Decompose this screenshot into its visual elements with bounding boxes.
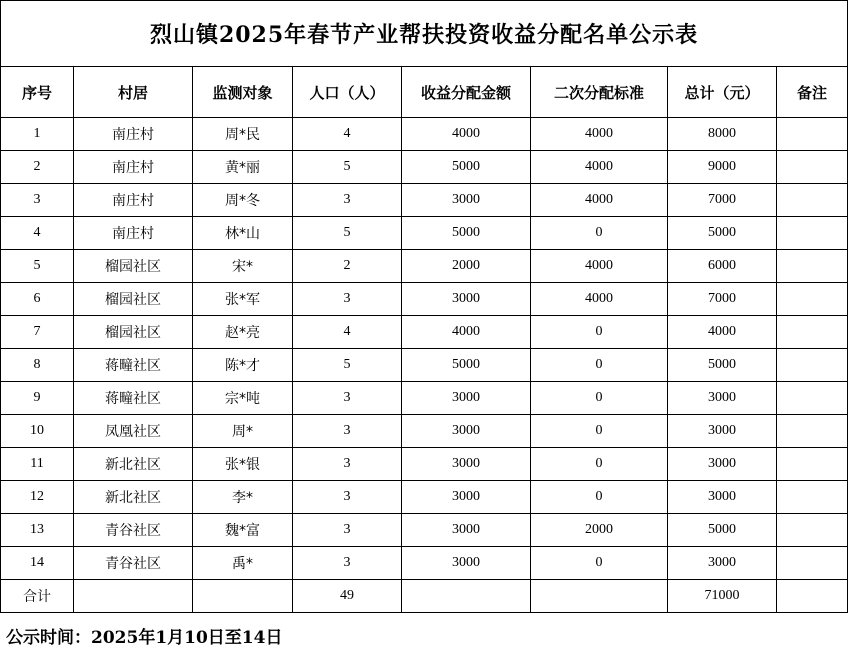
total-village-empty <box>74 580 193 613</box>
cell-second: 2000 <box>531 514 668 547</box>
cell-total: 9000 <box>668 151 777 184</box>
cell-person: 张*银 <box>193 448 293 481</box>
cell-village: 凤凰社区 <box>74 415 193 448</box>
cell-total: 3000 <box>668 481 777 514</box>
cell-population: 4 <box>293 316 402 349</box>
total-population: 49 <box>293 580 402 613</box>
cell-income: 3000 <box>402 283 531 316</box>
cell-person: 陈*才 <box>193 349 293 382</box>
cell-village: 新北社区 <box>74 481 193 514</box>
table-row <box>1 151 848 184</box>
table-row <box>1 481 848 514</box>
table-row <box>1 217 848 250</box>
cell-second: 0 <box>531 448 668 481</box>
cell-village: 新北社区 <box>74 448 193 481</box>
cell-remark <box>777 547 848 580</box>
cell-index: 14 <box>1 547 74 580</box>
cell-person: 赵*亮 <box>193 316 293 349</box>
cell-population: 3 <box>293 547 402 580</box>
cell-person: 宋* <box>193 250 293 283</box>
cell-remark <box>777 283 848 316</box>
cell-remark <box>777 217 848 250</box>
table-row <box>1 250 848 283</box>
table-row <box>1 316 848 349</box>
cell-income: 3000 <box>402 184 531 217</box>
cell-total: 3000 <box>668 448 777 481</box>
cell-income: 3000 <box>402 481 531 514</box>
cell-remark <box>777 250 848 283</box>
cell-second: 4000 <box>531 283 668 316</box>
cell-population: 3 <box>293 283 402 316</box>
cell-population: 3 <box>293 184 402 217</box>
cell-population: 3 <box>293 415 402 448</box>
cell-income: 2000 <box>402 250 531 283</box>
cell-second: 0 <box>531 481 668 514</box>
cell-village: 南庄村 <box>74 184 193 217</box>
table-row <box>1 514 848 547</box>
cell-person: 张*军 <box>193 283 293 316</box>
table-row <box>1 547 848 580</box>
table-row <box>1 415 848 448</box>
cell-total: 3000 <box>668 547 777 580</box>
cell-population: 5 <box>293 349 402 382</box>
cell-second: 0 <box>531 547 668 580</box>
cell-income: 5000 <box>402 217 531 250</box>
cell-income: 3000 <box>402 382 531 415</box>
cell-remark <box>777 151 848 184</box>
cell-population: 3 <box>293 481 402 514</box>
cell-income: 3000 <box>402 415 531 448</box>
cell-village: 蒋疃社区 <box>74 382 193 415</box>
cell-index: 6 <box>1 283 74 316</box>
cell-village: 南庄村 <box>74 151 193 184</box>
cell-total: 5000 <box>668 349 777 382</box>
publication-period: 公示时间：2025年1月10日至14日 <box>6 628 283 648</box>
header-row <box>1 67 848 118</box>
header-second: 二次分配标准 <box>531 67 668 118</box>
total-income-empty <box>402 580 531 613</box>
total-label: 合计 <box>1 580 74 613</box>
cell-income: 3000 <box>402 514 531 547</box>
cell-total: 5000 <box>668 514 777 547</box>
cell-population: 3 <box>293 448 402 481</box>
header-index: 序号 <box>1 67 74 118</box>
cell-second: 0 <box>531 316 668 349</box>
cell-person: 周* <box>193 415 293 448</box>
cell-index: 1 <box>1 118 74 151</box>
cell-remark <box>777 184 848 217</box>
table-row <box>1 382 848 415</box>
cell-second: 4000 <box>531 118 668 151</box>
cell-index: 13 <box>1 514 74 547</box>
cell-index: 9 <box>1 382 74 415</box>
table-title: 烈山镇2025年春节产业帮扶投资收益分配名单公示表 <box>1 1 848 67</box>
cell-total: 3000 <box>668 415 777 448</box>
cell-second: 0 <box>531 217 668 250</box>
cell-village: 南庄村 <box>74 118 193 151</box>
total-second-empty <box>531 580 668 613</box>
cell-person: 禹* <box>193 547 293 580</box>
cell-total: 7000 <box>668 283 777 316</box>
cell-index: 8 <box>1 349 74 382</box>
cell-village: 榴园社区 <box>74 283 193 316</box>
cell-index: 11 <box>1 448 74 481</box>
cell-person: 李* <box>193 481 293 514</box>
cell-second: 0 <box>531 349 668 382</box>
table-row <box>1 448 848 481</box>
cell-remark <box>777 481 848 514</box>
table-row <box>1 184 848 217</box>
cell-village: 青谷社区 <box>74 514 193 547</box>
cell-income: 5000 <box>402 151 531 184</box>
cell-income: 4000 <box>402 118 531 151</box>
cell-village: 青谷社区 <box>74 547 193 580</box>
cell-index: 3 <box>1 184 74 217</box>
cell-person: 周*冬 <box>193 184 293 217</box>
cell-index: 12 <box>1 481 74 514</box>
cell-remark <box>777 382 848 415</box>
total-person-empty <box>193 580 293 613</box>
cell-total: 7000 <box>668 184 777 217</box>
cell-index: 7 <box>1 316 74 349</box>
cell-remark <box>777 316 848 349</box>
cell-person: 宗*吨 <box>193 382 293 415</box>
cell-population: 4 <box>293 118 402 151</box>
table-row <box>1 283 848 316</box>
cell-village: 蒋疃社区 <box>74 349 193 382</box>
cell-person: 魏*富 <box>193 514 293 547</box>
cell-second: 4000 <box>531 250 668 283</box>
cell-person: 林*山 <box>193 217 293 250</box>
cell-remark <box>777 514 848 547</box>
header-person: 监测对象 <box>193 67 293 118</box>
cell-income: 3000 <box>402 448 531 481</box>
table-row <box>1 349 848 382</box>
cell-total: 6000 <box>668 250 777 283</box>
header-income: 收益分配金额 <box>402 67 531 118</box>
cell-index: 2 <box>1 151 74 184</box>
cell-total: 8000 <box>668 118 777 151</box>
cell-village: 南庄村 <box>74 217 193 250</box>
cell-remark <box>777 349 848 382</box>
header-total: 总计（元） <box>668 67 777 118</box>
cell-index: 4 <box>1 217 74 250</box>
cell-population: 3 <box>293 514 402 547</box>
cell-income: 4000 <box>402 316 531 349</box>
cell-person: 周*民 <box>193 118 293 151</box>
cell-second: 4000 <box>531 184 668 217</box>
header-remark: 备注 <box>777 67 848 118</box>
table-row <box>1 118 848 151</box>
cell-village: 榴园社区 <box>74 250 193 283</box>
cell-population: 5 <box>293 151 402 184</box>
cell-total: 4000 <box>668 316 777 349</box>
cell-index: 10 <box>1 415 74 448</box>
total-amount: 71000 <box>668 580 777 613</box>
cell-population: 5 <box>293 217 402 250</box>
header-village: 村居 <box>74 67 193 118</box>
total-remark-empty <box>777 580 848 613</box>
cell-population: 2 <box>293 250 402 283</box>
header-population: 人口（人） <box>293 67 402 118</box>
cell-income: 3000 <box>402 547 531 580</box>
cell-index: 5 <box>1 250 74 283</box>
cell-remark <box>777 448 848 481</box>
cell-remark <box>777 118 848 151</box>
cell-remark <box>777 415 848 448</box>
cell-population: 3 <box>293 382 402 415</box>
cell-total: 5000 <box>668 217 777 250</box>
cell-total: 3000 <box>668 382 777 415</box>
cell-income: 5000 <box>402 349 531 382</box>
table-body <box>1 118 848 580</box>
cell-second: 0 <box>531 415 668 448</box>
total-row <box>1 580 848 613</box>
cell-second: 0 <box>531 382 668 415</box>
cell-person: 黄*丽 <box>193 151 293 184</box>
cell-second: 4000 <box>531 151 668 184</box>
cell-village: 榴园社区 <box>74 316 193 349</box>
